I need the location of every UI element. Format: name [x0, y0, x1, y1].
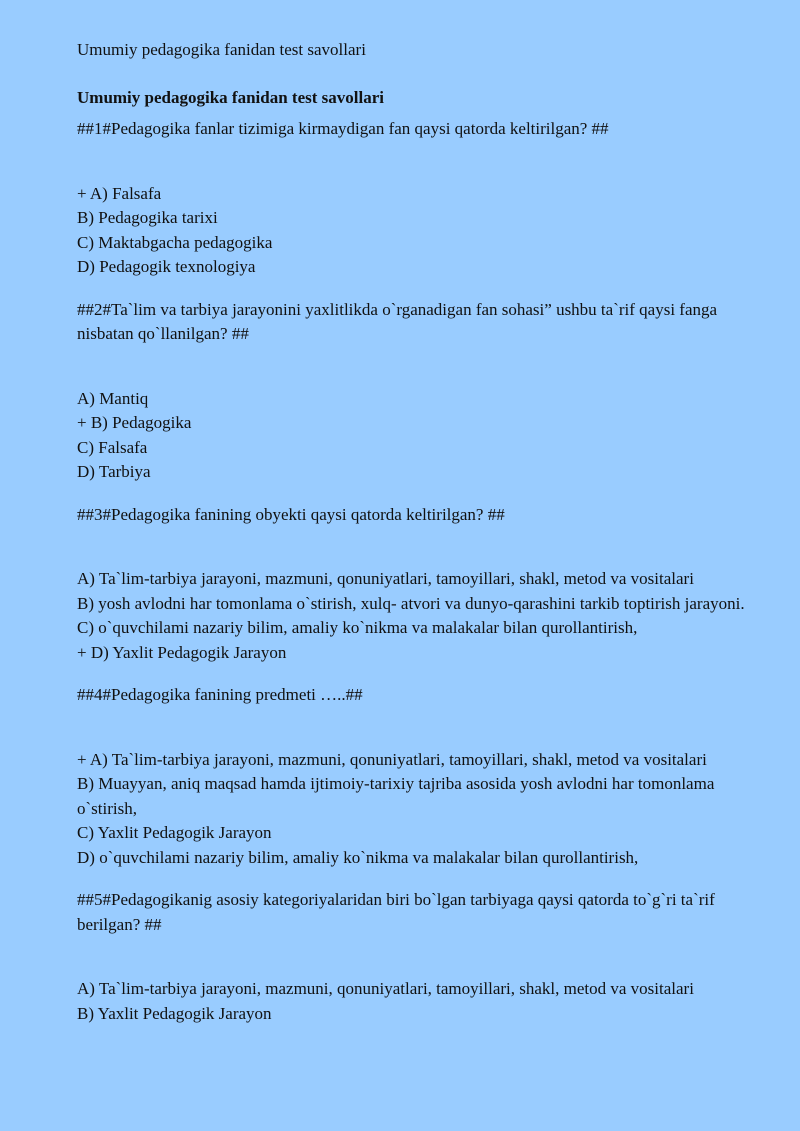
option-list — [77, 567, 767, 665]
document-page — [77, 38, 767, 1044]
question-text: ##3#Pedagogika fanining obyekti qaysi qatorda keltirilgan? ## — [77, 504, 505, 524]
option-d: D) Pedagogik texnologiya — [77, 257, 256, 276]
option-d: D) o`quvchilami nazariy bilim, amaliy ko`nikma va malakalar bilan qurollantirish, — [77, 847, 639, 867]
option-a: A) Ta`lim-tarbiya jarayoni, mazmuni, qonuniyatlari, tamoyillari, shakl, metod va vositalari — [77, 979, 694, 998]
document-title: Umumiy pedagogika fanidan test savollari — [77, 87, 384, 107]
option-list — [77, 748, 767, 871]
question-5 — [77, 888, 767, 1026]
option-c: C) o`quvchilami nazariy bilim, amaliy ko`nikma va malakalar bilan qurollantirish, — [77, 618, 638, 637]
question-4 — [77, 683, 767, 870]
option-a: + A) Ta`lim-tarbiya jarayoni, mazmuni, qonuniyatlari, tamoyillari, shakl, metod va vositalari — [77, 749, 707, 769]
option-b: B) Muayyan, aniq maqsad hamda ijtimoiy-tarixiy tajriba asosida yosh avlodni har tomonlama o`stirish, — [77, 774, 715, 818]
option-a: A) Mantiq — [77, 388, 149, 408]
option-list — [77, 387, 767, 485]
question-text: ##5#Pedagogikanig asosiy kategoriyalaridan biri bo`lgan tarbiyaga qaysi qatorda to`g`ri ta`rif berilgan? ## — [77, 890, 720, 934]
option-b: B) yosh avlodni har tomonlama o`stirish, xulq- atvori va dunyo-qarashini tarkib toptirish jarayoni. — [77, 593, 745, 613]
option-list — [77, 977, 767, 1026]
option-d: D) Tarbiya — [77, 462, 151, 481]
option-a: A) Ta`lim-tarbiya jarayoni, mazmuni, qonuniyatlari, tamoyillari, shakl, metod va vositalari — [77, 569, 694, 588]
option-d: + D) Yaxlit Pedagogik Jarayon — [77, 642, 287, 662]
page-header-title: Umumiy pedagogika fanidan test savollari — [77, 40, 366, 59]
option-c: C) Yaxlit Pedagogik Jarayon — [77, 823, 272, 842]
option-b: B) Pedagogika tarixi — [77, 208, 218, 227]
option-c: C) Falsafa — [77, 437, 148, 457]
option-b: B) Yaxlit Pedagogik Jarayon — [77, 1003, 272, 1023]
option-list — [77, 182, 767, 280]
question-1 — [77, 117, 767, 280]
question-text: ##1#Pedagogika fanlar tizimiga kirmaydigan fan qaysi qatorda keltirilgan? ## — [77, 119, 609, 138]
option-c: C) Maktabgacha pedagogika — [77, 232, 273, 252]
option-b: + B) Pedagogika — [77, 413, 192, 432]
question-text: ##2#Ta`lim va tarbiya jarayonini yaxlitlikda o`rganadigan fan sohasi” ushbu ta`rif qaysi fanga nisbatan qo`llanilgan? ## — [77, 299, 722, 343]
question-3 — [77, 503, 767, 666]
option-a: + A) Falsafa — [77, 183, 162, 203]
question-2 — [77, 298, 767, 485]
question-text: ##4#Pedagogika fanining predmeti …..## — [77, 685, 363, 704]
